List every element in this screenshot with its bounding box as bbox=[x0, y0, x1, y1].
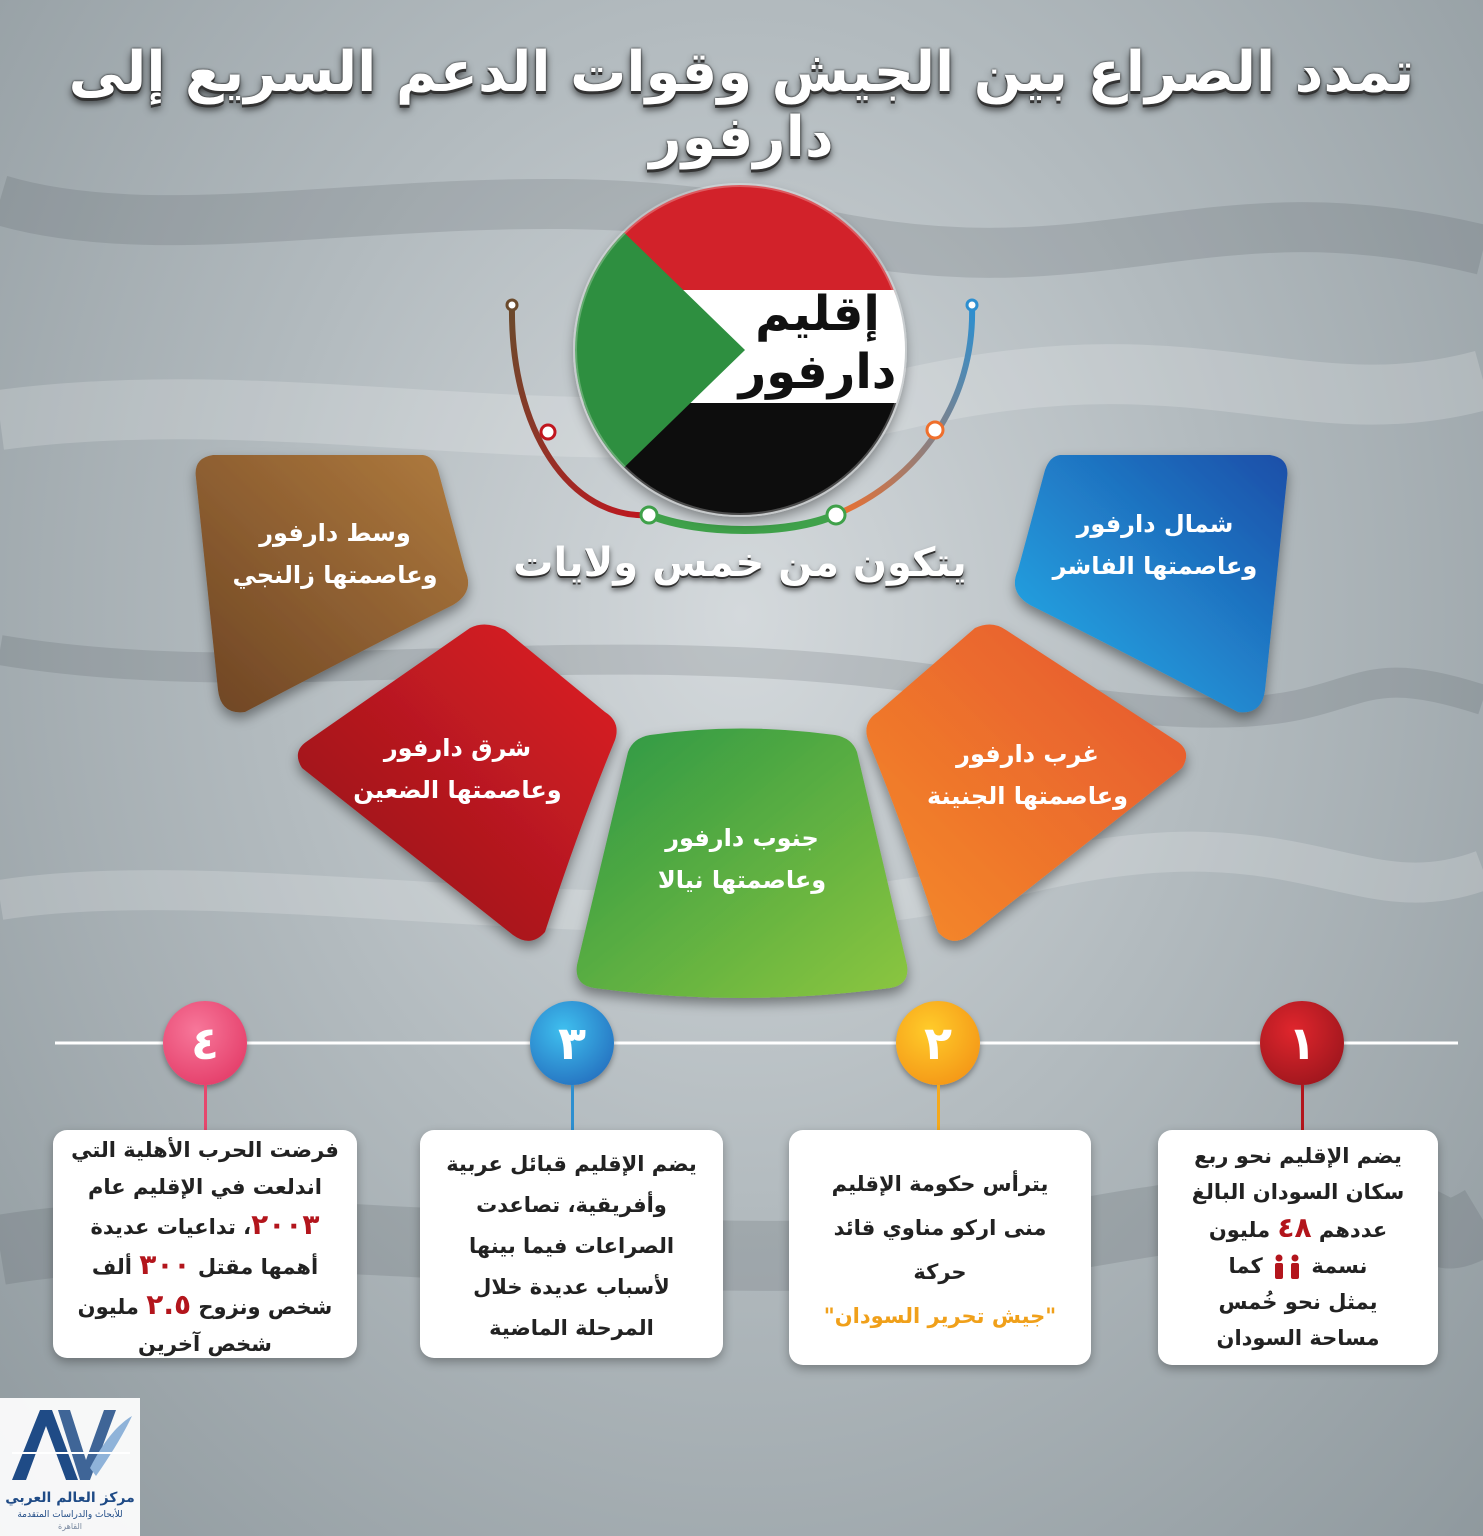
subtitle: يتكون من خمس ولايات bbox=[513, 540, 967, 586]
page-title: تمدد الصراع بين الجيش وقوات الدعم السريع إلى دارفور bbox=[68, 40, 1415, 170]
fact-1-line4: نسمة كما bbox=[1228, 1254, 1368, 1278]
displaced-number: ٢.٥ bbox=[146, 1288, 192, 1321]
region-central-label: وسط دارفور وعاصمتها زالنجي bbox=[232, 519, 438, 589]
movement-name: "جيش تحرير السودان" bbox=[823, 1304, 1057, 1328]
fact-1-box: يضم الإقليم نحو ربع سكان السودان البالغ عددهم ٤٨ مليون نسمة كما يمثل نحو خُمس مساحة السودان bbox=[1158, 1130, 1438, 1365]
fact-1-line3: عددهم ٤٨ مليون bbox=[1208, 1211, 1388, 1244]
logo-city: القاهرة bbox=[58, 1522, 82, 1531]
region-west-label: غرب دارفور وعاصمتها الجنينة bbox=[926, 740, 1129, 810]
step-3-circle: ٣ bbox=[530, 1001, 614, 1085]
logo-subtitle: للأبحاث والدراسات المتقدمة bbox=[17, 1510, 123, 1520]
logo-name: مركز العالم العربي bbox=[5, 1490, 135, 1506]
step-4-circle: ٤ bbox=[163, 1001, 247, 1085]
step-1-circle: ١ bbox=[1260, 1001, 1344, 1085]
step-3-connector bbox=[571, 1085, 574, 1130]
region-south-label: جنوب دارفور وعاصمتها نيالا bbox=[657, 824, 827, 894]
badge-line1: إقليم bbox=[755, 286, 880, 342]
fact-4-line5: شخص ونزوح ٢.٥ مليون bbox=[77, 1288, 333, 1321]
step-2-connector bbox=[937, 1085, 940, 1130]
fact-3-box: يضم الإقليم قبائل عربية وأفريقية، تصاعدت الصراعات فيما بينها لأسباب عديدة خلال المرحلة الماضية bbox=[420, 1130, 723, 1358]
fact-4-line4: أهمها مقتل ٣٠٠ ألف bbox=[91, 1248, 319, 1281]
logo-mark-icon bbox=[0, 1398, 140, 1490]
killed-number: ٣٠٠ bbox=[139, 1248, 191, 1281]
step-2-circle: ٢ bbox=[896, 1001, 980, 1085]
step-1-connector bbox=[1301, 1085, 1304, 1130]
fact-4-line3: ٢٠٠٣، تداعيات عديدة bbox=[90, 1208, 320, 1241]
fact-4-box: فرضت الحرب الأهلية التي اندلعت في الإقليم عام ٢٠٠٣، تداعيات عديدة أهمها مقتل ٣٠٠ ألف شخص ونزوح ٢.٥ مليون شخص آخرين bbox=[53, 1130, 357, 1358]
step-4-connector bbox=[204, 1085, 207, 1130]
year-number: ٢٠٠٣ bbox=[251, 1208, 320, 1241]
badge-label bbox=[725, 285, 910, 401]
center-logo bbox=[0, 1398, 140, 1536]
badge-line2: دارفور bbox=[738, 344, 897, 400]
people-icon bbox=[1270, 1254, 1304, 1280]
population-number: ٤٨ bbox=[1277, 1211, 1312, 1244]
fact-2-box: يترأس حكومة الإقليم منى اركو مناوي قائد حركة "جيش تحرير السودان" bbox=[789, 1130, 1091, 1365]
region-east-label: شرق دارفور وعاصمتها الضعين bbox=[353, 734, 562, 804]
region-north-label: شمال دارفور وعاصمتها الفاشر bbox=[1052, 510, 1258, 580]
